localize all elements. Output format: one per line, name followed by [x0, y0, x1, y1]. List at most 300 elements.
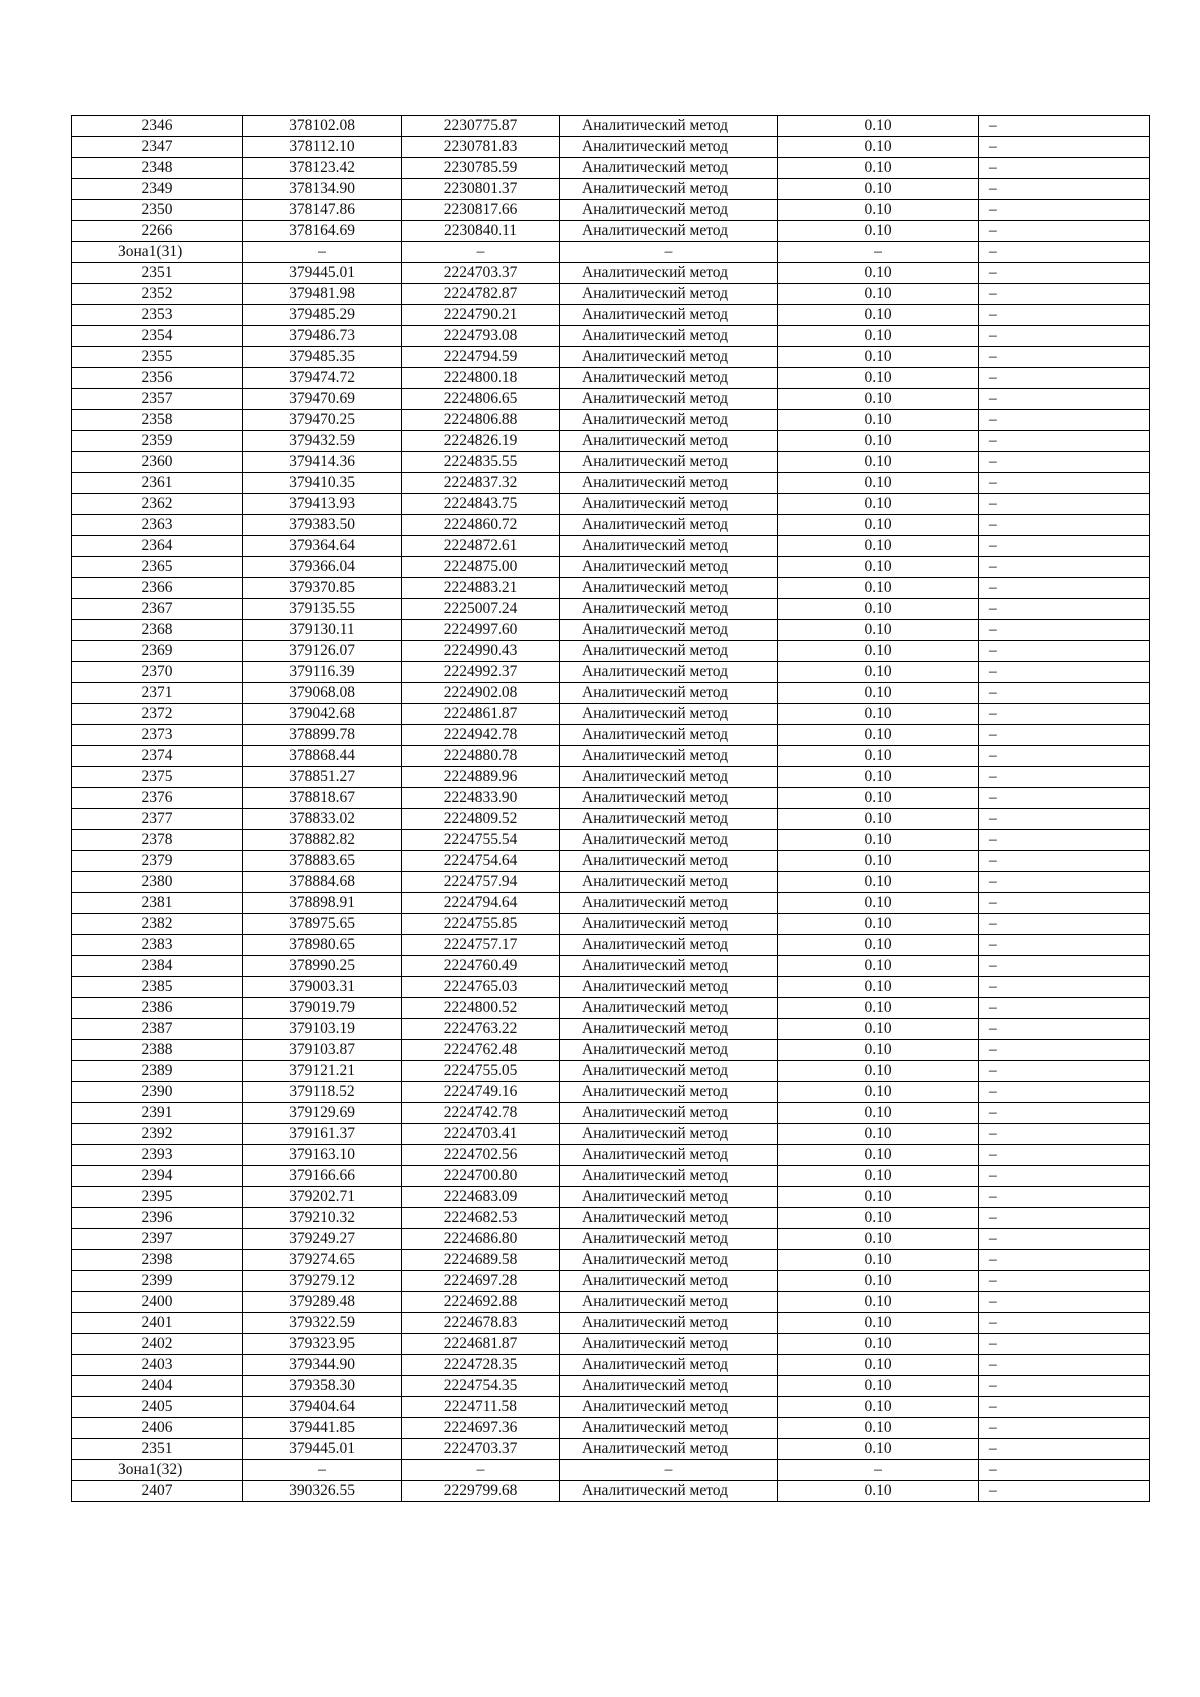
point-number-cell: 2348 [72, 158, 243, 179]
table-row [72, 1292, 1150, 1313]
method-cell: Аналитический метод [560, 809, 778, 830]
note-cell: – [979, 221, 1150, 242]
note-cell: – [979, 347, 1150, 368]
method-cell: Аналитический метод [560, 683, 778, 704]
x-coordinate-cell: 379364.64 [243, 536, 402, 557]
accuracy-cell: 0.10 [778, 1208, 979, 1229]
method-cell: Аналитический метод [560, 1334, 778, 1355]
x-coordinate-cell: 378898.91 [243, 893, 402, 914]
table-row [72, 704, 1150, 725]
point-number-cell: 2371 [72, 683, 243, 704]
method-cell: Аналитический метод [560, 1271, 778, 1292]
accuracy-cell: 0.10 [778, 158, 979, 179]
y-coordinate-cell: 2224703.41 [402, 1124, 560, 1145]
y-coordinate-cell: 2224728.35 [402, 1355, 560, 1376]
y-coordinate-cell: 2224860.72 [402, 515, 560, 536]
table-row [72, 830, 1150, 851]
method-cell: Аналитический метод [560, 347, 778, 368]
accuracy-cell: 0.10 [778, 935, 979, 956]
note-cell: – [979, 305, 1150, 326]
x-coordinate-cell: 379358.30 [243, 1376, 402, 1397]
note-cell: – [979, 599, 1150, 620]
y-coordinate-cell: 2224681.87 [402, 1334, 560, 1355]
y-coordinate-cell: 2230781.83 [402, 137, 560, 158]
x-coordinate-cell: 379474.72 [243, 368, 402, 389]
y-coordinate-cell: 2224843.75 [402, 494, 560, 515]
point-number-cell: 2365 [72, 557, 243, 578]
accuracy-cell: 0.10 [778, 872, 979, 893]
x-coordinate-cell: 379289.48 [243, 1292, 402, 1313]
point-number-cell: 2405 [72, 1397, 243, 1418]
accuracy-cell: 0.10 [778, 1439, 979, 1460]
accuracy-cell: 0.10 [778, 1355, 979, 1376]
point-number-cell: 2357 [72, 389, 243, 410]
method-cell: Аналитический метод [560, 473, 778, 494]
y-coordinate-cell: 2224806.65 [402, 389, 560, 410]
table-row [72, 956, 1150, 977]
point-number-cell: 2362 [72, 494, 243, 515]
y-coordinate-cell: 2224749.16 [402, 1082, 560, 1103]
x-coordinate-cell: 379441.85 [243, 1418, 402, 1439]
x-coordinate-cell: 378147.86 [243, 200, 402, 221]
accuracy-cell: 0.10 [778, 263, 979, 284]
note-cell: – [979, 515, 1150, 536]
point-number-cell: 2351 [72, 263, 243, 284]
table-row [72, 725, 1150, 746]
x-coordinate-cell: 379129.69 [243, 1103, 402, 1124]
method-cell: Аналитический метод [560, 536, 778, 557]
point-number-cell: 2394 [72, 1166, 243, 1187]
method-cell: Аналитический метод [560, 368, 778, 389]
table-row [72, 1439, 1150, 1460]
accuracy-cell: 0.10 [778, 1271, 979, 1292]
y-coordinate-cell: 2224711.58 [402, 1397, 560, 1418]
note-cell: – [979, 662, 1150, 683]
y-coordinate-cell: 2224992.37 [402, 662, 560, 683]
method-cell: Аналитический метод [560, 704, 778, 725]
accuracy-cell: 0.10 [778, 494, 979, 515]
method-cell: Аналитический метод [560, 662, 778, 683]
x-coordinate-cell: 379470.25 [243, 410, 402, 431]
note-cell: – [979, 1145, 1150, 1166]
accuracy-cell: – [778, 1460, 979, 1481]
note-cell: – [979, 725, 1150, 746]
accuracy-cell: 0.10 [778, 725, 979, 746]
y-coordinate-cell: – [402, 1460, 560, 1481]
y-coordinate-cell: 2224689.58 [402, 1250, 560, 1271]
note-cell: – [979, 1397, 1150, 1418]
note-cell: – [979, 746, 1150, 767]
point-number-cell: 2391 [72, 1103, 243, 1124]
method-cell: Аналитический метод [560, 830, 778, 851]
note-cell: – [979, 1208, 1150, 1229]
x-coordinate-cell: 379485.29 [243, 305, 402, 326]
point-number-cell: 2404 [72, 1376, 243, 1397]
note-cell: – [979, 536, 1150, 557]
point-number-cell: 2388 [72, 1040, 243, 1061]
accuracy-cell: 0.10 [778, 431, 979, 452]
accuracy-cell: 0.10 [778, 1061, 979, 1082]
point-number-cell: 2406 [72, 1418, 243, 1439]
accuracy-cell: 0.10 [778, 683, 979, 704]
y-coordinate-cell: 2224883.21 [402, 578, 560, 599]
accuracy-cell: 0.10 [778, 515, 979, 536]
accuracy-cell: 0.10 [778, 1334, 979, 1355]
accuracy-cell: 0.10 [778, 1124, 979, 1145]
coordinates-table-body [72, 116, 1150, 1502]
method-cell: Аналитический метод [560, 620, 778, 641]
method-cell: Аналитический метод [560, 1082, 778, 1103]
x-coordinate-cell: 379019.79 [243, 998, 402, 1019]
method-cell: Аналитический метод [560, 1208, 778, 1229]
table-row [72, 284, 1150, 305]
accuracy-cell: 0.10 [778, 914, 979, 935]
y-coordinate-cell: 2224703.37 [402, 1439, 560, 1460]
table-row [72, 662, 1150, 683]
table-row [72, 893, 1150, 914]
method-cell: Аналитический метод [560, 221, 778, 242]
method-cell: Аналитический метод [560, 1124, 778, 1145]
note-cell: – [979, 557, 1150, 578]
x-coordinate-cell: 390326.55 [243, 1481, 402, 1502]
y-coordinate-cell: 2224763.22 [402, 1019, 560, 1040]
method-cell: Аналитический метод [560, 1040, 778, 1061]
table-row [72, 515, 1150, 536]
accuracy-cell: 0.10 [778, 473, 979, 494]
y-coordinate-cell: 2224682.53 [402, 1208, 560, 1229]
x-coordinate-cell: 379202.71 [243, 1187, 402, 1208]
note-cell: – [979, 977, 1150, 998]
table-row [72, 1040, 1150, 1061]
point-number-cell: 2381 [72, 893, 243, 914]
x-coordinate-cell: 379116.39 [243, 662, 402, 683]
table-row [72, 872, 1150, 893]
note-cell: – [979, 1439, 1150, 1460]
point-number-cell: 2390 [72, 1082, 243, 1103]
x-coordinate-cell: 379166.66 [243, 1166, 402, 1187]
method-cell: Аналитический метод [560, 935, 778, 956]
note-cell: – [979, 1187, 1150, 1208]
method-cell: Аналитический метод [560, 515, 778, 536]
point-number-cell: 2395 [72, 1187, 243, 1208]
x-coordinate-cell: 378112.10 [243, 137, 402, 158]
y-coordinate-cell: 2224686.80 [402, 1229, 560, 1250]
accuracy-cell: – [778, 242, 979, 263]
x-coordinate-cell: 379323.95 [243, 1334, 402, 1355]
accuracy-cell: 0.10 [778, 1376, 979, 1397]
y-coordinate-cell: 2224800.52 [402, 998, 560, 1019]
accuracy-cell: 0.10 [778, 389, 979, 410]
x-coordinate-cell: 379344.90 [243, 1355, 402, 1376]
note-cell: – [979, 1292, 1150, 1313]
note-cell: – [979, 242, 1150, 263]
note-cell: – [979, 788, 1150, 809]
method-cell: – [560, 242, 778, 263]
method-cell: Аналитический метод [560, 263, 778, 284]
x-coordinate-cell: 379126.07 [243, 641, 402, 662]
note-cell: – [979, 1313, 1150, 1334]
method-cell: Аналитический метод [560, 431, 778, 452]
table-row [72, 347, 1150, 368]
table-row [72, 410, 1150, 431]
x-coordinate-cell: 379410.35 [243, 473, 402, 494]
y-coordinate-cell: 2224765.03 [402, 977, 560, 998]
note-cell: – [979, 158, 1150, 179]
point-number-cell: 2379 [72, 851, 243, 872]
table-row [72, 158, 1150, 179]
point-number-cell: 2368 [72, 620, 243, 641]
point-number-cell: 2386 [72, 998, 243, 1019]
y-coordinate-cell: 2224794.64 [402, 893, 560, 914]
y-coordinate-cell: 2224755.54 [402, 830, 560, 851]
table-row [72, 1103, 1150, 1124]
point-number-cell: 2366 [72, 578, 243, 599]
table-row [72, 851, 1150, 872]
note-cell: – [979, 179, 1150, 200]
accuracy-cell: 0.10 [778, 200, 979, 221]
method-cell: Аналитический метод [560, 1313, 778, 1334]
accuracy-cell: 0.10 [778, 221, 979, 242]
note-cell: – [979, 683, 1150, 704]
note-cell: – [979, 1040, 1150, 1061]
y-coordinate-cell: 2224782.87 [402, 284, 560, 305]
table-row [72, 473, 1150, 494]
method-cell: Аналитический метод [560, 1250, 778, 1271]
note-cell: – [979, 578, 1150, 599]
method-cell: Аналитический метод [560, 599, 778, 620]
table-row [72, 1061, 1150, 1082]
x-coordinate-cell: 379163.10 [243, 1145, 402, 1166]
method-cell: Аналитический метод [560, 1376, 778, 1397]
point-number-cell: 2383 [72, 935, 243, 956]
method-cell: Аналитический метод [560, 452, 778, 473]
point-number-cell: 2364 [72, 536, 243, 557]
method-cell: Аналитический метод [560, 1187, 778, 1208]
table-row [72, 452, 1150, 473]
x-coordinate-cell: 379274.65 [243, 1250, 402, 1271]
x-coordinate-cell: 379445.01 [243, 263, 402, 284]
point-number-cell: 2355 [72, 347, 243, 368]
y-coordinate-cell: 2230801.37 [402, 179, 560, 200]
x-coordinate-cell: 378102.08 [243, 116, 402, 137]
table-row [72, 305, 1150, 326]
table-row [72, 1229, 1150, 1250]
accuracy-cell: 0.10 [778, 788, 979, 809]
method-cell: Аналитический метод [560, 326, 778, 347]
point-number-cell: 2351 [72, 1439, 243, 1460]
method-cell: Аналитический метод [560, 1103, 778, 1124]
method-cell: Аналитический метод [560, 578, 778, 599]
table-row [72, 977, 1150, 998]
note-cell: – [979, 620, 1150, 641]
point-number-cell: 2349 [72, 179, 243, 200]
table-row [72, 620, 1150, 641]
accuracy-cell: 0.10 [778, 1145, 979, 1166]
y-coordinate-cell: 2224889.96 [402, 767, 560, 788]
y-coordinate-cell: 2230785.59 [402, 158, 560, 179]
method-cell: Аналитический метод [560, 1229, 778, 1250]
x-coordinate-cell: 379432.59 [243, 431, 402, 452]
table-row [72, 1418, 1150, 1439]
x-coordinate-cell: 378164.69 [243, 221, 402, 242]
method-cell: Аналитический метод [560, 1481, 778, 1502]
method-cell: Аналитический метод [560, 1019, 778, 1040]
point-number-cell: 2402 [72, 1334, 243, 1355]
table-row [72, 767, 1150, 788]
table-row [72, 1334, 1150, 1355]
accuracy-cell: 0.10 [778, 809, 979, 830]
table-row [72, 326, 1150, 347]
x-coordinate-cell: 379161.37 [243, 1124, 402, 1145]
accuracy-cell: 0.10 [778, 893, 979, 914]
accuracy-cell: 0.10 [778, 1082, 979, 1103]
table-row [72, 1208, 1150, 1229]
x-coordinate-cell: 379279.12 [243, 1271, 402, 1292]
note-cell: – [979, 1250, 1150, 1271]
table-row [72, 914, 1150, 935]
x-coordinate-cell: – [243, 242, 402, 263]
method-cell: Аналитический метод [560, 1292, 778, 1313]
table-row [72, 536, 1150, 557]
y-coordinate-cell: 2224762.48 [402, 1040, 560, 1061]
accuracy-cell: 0.10 [778, 599, 979, 620]
accuracy-cell: 0.10 [778, 305, 979, 326]
point-number-cell: 2358 [72, 410, 243, 431]
note-cell: – [979, 1082, 1150, 1103]
y-coordinate-cell: 2224700.80 [402, 1166, 560, 1187]
y-coordinate-cell: 2224997.60 [402, 620, 560, 641]
table-row [72, 935, 1150, 956]
method-cell: Аналитический метод [560, 557, 778, 578]
method-cell: Аналитический метод [560, 1145, 778, 1166]
table-row [72, 578, 1150, 599]
y-coordinate-cell: 2224760.49 [402, 956, 560, 977]
accuracy-cell: 0.10 [778, 347, 979, 368]
accuracy-cell: 0.10 [778, 1481, 979, 1502]
y-coordinate-cell: 2224872.61 [402, 536, 560, 557]
x-coordinate-cell: 378883.65 [243, 851, 402, 872]
coordinates-table [71, 115, 1150, 1502]
accuracy-cell: 0.10 [778, 1019, 979, 1040]
y-coordinate-cell: – [402, 242, 560, 263]
x-coordinate-cell: 379249.27 [243, 1229, 402, 1250]
note-cell: – [979, 641, 1150, 662]
x-coordinate-cell: 379404.64 [243, 1397, 402, 1418]
y-coordinate-cell: 2225007.24 [402, 599, 560, 620]
y-coordinate-cell: 2224683.09 [402, 1187, 560, 1208]
accuracy-cell: 0.10 [778, 767, 979, 788]
y-coordinate-cell: 2224809.52 [402, 809, 560, 830]
x-coordinate-cell: 379366.04 [243, 557, 402, 578]
table-row [72, 494, 1150, 515]
accuracy-cell: 0.10 [778, 1250, 979, 1271]
accuracy-cell: 0.10 [778, 116, 979, 137]
y-coordinate-cell: 2224697.36 [402, 1418, 560, 1439]
accuracy-cell: 0.10 [778, 368, 979, 389]
point-number-cell: 2392 [72, 1124, 243, 1145]
y-coordinate-cell: 2230775.87 [402, 116, 560, 137]
point-number-cell: 2380 [72, 872, 243, 893]
accuracy-cell: 0.10 [778, 536, 979, 557]
note-cell: – [979, 1376, 1150, 1397]
accuracy-cell: 0.10 [778, 830, 979, 851]
point-number-cell: 2387 [72, 1019, 243, 1040]
y-coordinate-cell: 2224806.88 [402, 410, 560, 431]
x-coordinate-cell: 378134.90 [243, 179, 402, 200]
x-coordinate-cell: 379481.98 [243, 284, 402, 305]
accuracy-cell: 0.10 [778, 662, 979, 683]
note-cell: – [979, 1481, 1150, 1502]
note-cell: – [979, 1418, 1150, 1439]
accuracy-cell: 0.10 [778, 179, 979, 200]
accuracy-cell: 0.10 [778, 998, 979, 1019]
note-cell: – [979, 389, 1150, 410]
note-cell: – [979, 704, 1150, 725]
accuracy-cell: 0.10 [778, 284, 979, 305]
method-cell: Аналитический метод [560, 1439, 778, 1460]
note-cell: – [979, 116, 1150, 137]
table-row [72, 788, 1150, 809]
y-coordinate-cell: 2224833.90 [402, 788, 560, 809]
accuracy-cell: 0.10 [778, 851, 979, 872]
note-cell: – [979, 1334, 1150, 1355]
y-coordinate-cell: 2224902.08 [402, 683, 560, 704]
note-cell: – [979, 851, 1150, 872]
table-row [72, 431, 1150, 452]
method-cell: Аналитический метод [560, 893, 778, 914]
method-cell: Аналитический метод [560, 746, 778, 767]
x-coordinate-cell: 379118.52 [243, 1082, 402, 1103]
y-coordinate-cell: 2224793.08 [402, 326, 560, 347]
point-number-cell: 2385 [72, 977, 243, 998]
note-cell: – [979, 326, 1150, 347]
method-cell: Аналитический метод [560, 977, 778, 998]
point-number-cell: 2346 [72, 116, 243, 137]
point-number-cell: 2370 [72, 662, 243, 683]
x-coordinate-cell: – [243, 1460, 402, 1481]
y-coordinate-cell: 2224697.28 [402, 1271, 560, 1292]
point-number-cell: 2400 [72, 1292, 243, 1313]
y-coordinate-cell: 2224990.43 [402, 641, 560, 662]
method-cell: Аналитический метод [560, 998, 778, 1019]
point-number-cell: 2373 [72, 725, 243, 746]
table-row [72, 389, 1150, 410]
x-coordinate-cell: 378833.02 [243, 809, 402, 830]
x-coordinate-cell: 378990.25 [243, 956, 402, 977]
accuracy-cell: 0.10 [778, 641, 979, 662]
accuracy-cell: 0.10 [778, 410, 979, 431]
x-coordinate-cell: 379003.31 [243, 977, 402, 998]
note-cell: – [979, 914, 1150, 935]
note-cell: – [979, 893, 1150, 914]
note-cell: – [979, 1166, 1150, 1187]
point-number-cell: 2396 [72, 1208, 243, 1229]
method-cell: Аналитический метод [560, 494, 778, 515]
table-row [72, 200, 1150, 221]
point-number-cell: 2401 [72, 1313, 243, 1334]
accuracy-cell: 0.10 [778, 326, 979, 347]
x-coordinate-cell: 378868.44 [243, 746, 402, 767]
note-cell: – [979, 200, 1150, 221]
x-coordinate-cell: 379210.32 [243, 1208, 402, 1229]
table-row [72, 1271, 1150, 1292]
method-cell: Аналитический метод [560, 788, 778, 809]
note-cell: – [979, 473, 1150, 494]
note-cell: – [979, 1355, 1150, 1376]
note-cell: – [979, 368, 1150, 389]
point-number-cell: 2382 [72, 914, 243, 935]
y-coordinate-cell: 2224742.78 [402, 1103, 560, 1124]
